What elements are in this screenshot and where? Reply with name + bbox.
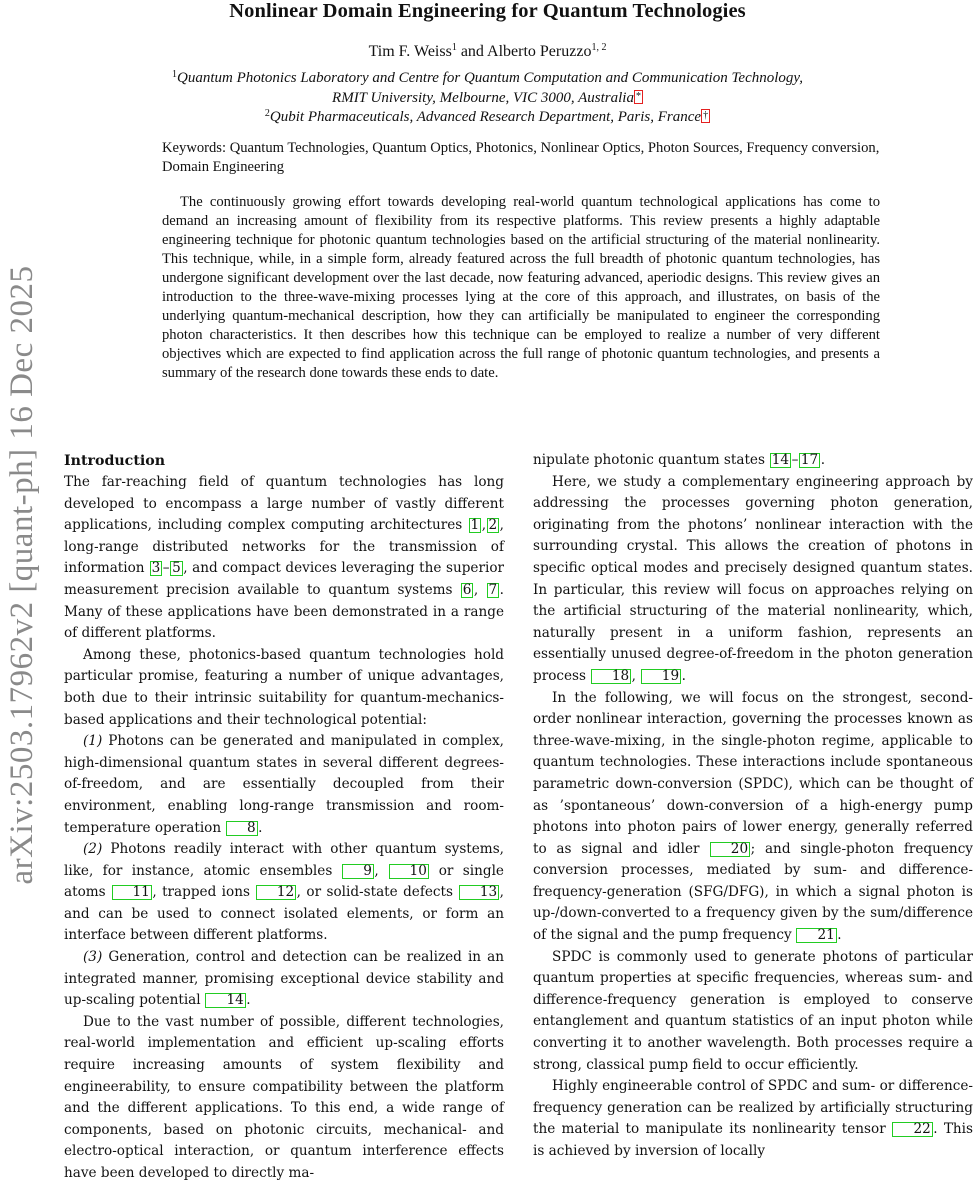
paragraph: Due to the vast number of possible, different technologies, real-world implementation and efficient up-scaling efforts require increasing amounts of system flexibility and engineerability, to ensure compatibility between the platform and the different applications. To this end, a wide range of components, based on photonic circuits, mechanical- and electro-optical interaction, or quantum interference effects have been developed to directly ma- xyxy=(64,1013,504,1181)
affiliation-2 xyxy=(0,107,975,127)
citation-link[interactable]: 13 xyxy=(459,885,499,900)
citation-link[interactable]: 20 xyxy=(710,842,750,857)
citation-link[interactable]: 21 xyxy=(796,928,836,943)
text: . xyxy=(820,452,826,468)
author-affil-mark: 1, 2 xyxy=(591,42,607,53)
citation-link[interactable]: 12 xyxy=(256,885,296,900)
citation-link[interactable]: 6 xyxy=(462,581,472,598)
text: , xyxy=(374,862,389,879)
body-column-left xyxy=(64,450,504,1185)
paragraph: Among these, photonics-based quantum technologies hold particular promise, featuring a number of unique advantages, both due to their intrinsic suitability for quantum-mechanics-based applications and their technological potential: xyxy=(64,646,504,728)
citation-link[interactable]: 10 xyxy=(389,864,429,879)
text: or single atoms xyxy=(64,862,504,901)
section-heading: Introduction xyxy=(64,453,166,469)
text: . xyxy=(258,819,263,836)
body-column-right xyxy=(533,450,973,1163)
citation-link[interactable]: 17 xyxy=(800,452,819,468)
enumerated-item xyxy=(64,947,504,1012)
text: nipulate photonic quantum states xyxy=(533,452,770,468)
text: Generation, control and detection can be realized in an integrated manner, promising exceptional device stability and up-scaling potential xyxy=(64,949,504,1009)
text: , xyxy=(481,517,487,534)
text: The far-reaching field of quantum technologies has long developed to encompass a large number of vastly different applications, including complex computing architectures xyxy=(64,474,504,534)
citation-link[interactable]: 5 xyxy=(172,560,181,577)
text: . This is achieved by inversion of locally xyxy=(533,1121,973,1159)
citation-link[interactable]: 22 xyxy=(892,1122,932,1137)
enum-label: (1) xyxy=(83,733,103,750)
text: ; and single-photon frequency conversion processes, mediated by sum- and difference-frequency-generation (SFG/DFG), in which a signal photon is up-/down-converted to a frequency given by the sum/difference of the signal and the pump frequency xyxy=(533,840,973,944)
text: Here, we study a complementary engineering approach by addressing the processes governing photon generation, originating from the photons’ nonlinear interaction with the surrounding crystal. This allows the creation of photons in specific optical modes and precisely designed quantum states. In particular, this review will focus on approaches relying on the artificial structuring of the material nonlinearity, which, naturally present in a uniform fashion, represents an essentially unused degree-of-freedom in the photon generation process xyxy=(533,473,973,684)
author-affil-mark: 1 xyxy=(451,42,457,53)
enumerated-item xyxy=(64,839,504,947)
citation-link[interactable]: 18 xyxy=(591,669,631,684)
citation-link[interactable]: 8 xyxy=(226,821,258,836)
footnote-link[interactable]: * xyxy=(635,91,641,102)
affil-text: Quantum Photonics Laboratory and Centre for Quantum Computation and Communication Technology, xyxy=(177,70,803,86)
text: , or solid-state defects xyxy=(296,884,459,901)
enum-label: (2) xyxy=(83,841,103,858)
author-name: Alberto Peruzzo xyxy=(487,43,592,60)
text: In the following, we will focus on the strongest, second-order nonlinear interaction, governing the processes known as three-wave-mixing, in the single-photon regime, applicable to quantum technologies. These interactions include spontaneous parametric down-conversion (SPDC), which can be thought of as ’spontaneous’ down-conversion of a high-energy pump photons into photon pairs of lower energy, generally referred to as signal and idler xyxy=(533,689,973,857)
text: . Many of these applications have been demonstrated in a range of different platforms. xyxy=(64,581,504,642)
citation-link[interactable]: 2 xyxy=(488,517,498,534)
citation-link[interactable]: 11 xyxy=(112,885,152,900)
paragraph xyxy=(64,472,504,645)
text: , xyxy=(473,581,486,598)
enumerated-item xyxy=(64,731,504,839)
citation-link[interactable]: 3 xyxy=(151,560,161,577)
author-list xyxy=(0,42,975,62)
affil-text: RMIT University, Melbourne, VIC 3000, Australia xyxy=(332,90,634,106)
citation-link[interactable]: 14 xyxy=(771,452,790,468)
citation-link[interactable]: 19 xyxy=(641,669,681,684)
text: – xyxy=(162,560,170,577)
author-joiner: and xyxy=(456,43,488,60)
text: . xyxy=(681,667,686,684)
affiliation-1-line-2 xyxy=(0,88,975,108)
affiliation-1 xyxy=(0,68,975,88)
footnote-link[interactable]: † xyxy=(703,110,709,121)
text: , and compact devices leveraging the superior measurement precision available to quantum systems xyxy=(64,560,505,598)
citation-link[interactable]: 9 xyxy=(342,864,374,879)
arxiv-identifier-stamp: arXiv:2503.17962v2 [quant-ph] 16 Dec 2025 xyxy=(4,265,40,885)
text: . xyxy=(246,992,251,1009)
enum-label: (3) xyxy=(83,949,103,966)
paragraph xyxy=(533,688,973,947)
paper-title: Nonlinear Domain Engineering for Quantum Technologies xyxy=(229,0,746,22)
affil-mark: 1 xyxy=(172,69,177,80)
citation-link[interactable]: 14 xyxy=(205,993,245,1008)
text: , xyxy=(631,667,641,684)
text: Photons can be generated and manipulated in complex, high-dimensional quantum states in several different degrees-of-freedom, and are essentially decoupled from their environment, enabling long-range transmission and room-temperature operation xyxy=(64,733,504,836)
text: , long-range distributed networks for the transmission of information xyxy=(64,517,504,577)
paragraph-continued xyxy=(533,450,973,472)
citation-link[interactable]: 1 xyxy=(470,517,480,534)
affil-mark: 2 xyxy=(264,108,270,119)
abstract: The continuously growing effort towards developing real-world quantum technological applications has come to demand an increasing amount of flexibility from its respective platforms. This review presents a highly adaptable engineering technique for photonic quantum technologies based on the artificial structuring of the material nonlinearity. This technique, while, in a simple form, already featured across the full breadth of photonic quantum technologies, has undergone significant development over the last decade, now featuring advanced, aperiodic designs. This review gives an introduction to the three-wave-mixing processes lying at the core of this approach, and illustrates, on basis of the underlying quantum-mechanical description, how they can artificially be manipulated to engineer the corresponding photon characteristics. It then describes how this technique can be employed to realize a number of very different objectives which are expected to find application across the full range of photonic quantum technologies, and presents a summary of the research done towards these ends to date. xyxy=(162,194,880,381)
author-name: Tim F. Weiss xyxy=(368,43,452,60)
paragraph xyxy=(533,472,973,688)
text: , trapped ions xyxy=(152,884,256,901)
text: . xyxy=(837,927,842,944)
text: Highly engineerable control of SPDC and sum- or difference-frequency generation can be realized by artificially structuring the material to manipulate its nonlinearity tensor xyxy=(533,1078,973,1138)
keywords: Keywords: Quantum Technologies, Quantum Optics, Photonics, Nonlinear Optics, Photon Sources, Frequency conversion, Domain Engineering xyxy=(162,140,880,175)
text: Photons readily interact with other quantum systems, like, for instance, atomic ensembles xyxy=(64,841,504,879)
text: , and can be used to connect isolated elements, or form an interface between different platforms. xyxy=(64,884,504,944)
affil-text: Qubit Pharmaceuticals, Advanced Research Department, Paris, France xyxy=(269,109,702,125)
paragraph: SPDC is commonly used to generate photons of particular quantum properties at specific frequencies, whereas sum- and difference-frequency generation is employed to conserve entanglement and quantum statistics of an input photon while converting it to another wavelength. Both processes require a strong, classical pump field to occur efficiently. xyxy=(533,948,973,1073)
citation-link[interactable]: 7 xyxy=(488,581,498,598)
text: – xyxy=(791,452,799,468)
paragraph xyxy=(533,1076,973,1162)
